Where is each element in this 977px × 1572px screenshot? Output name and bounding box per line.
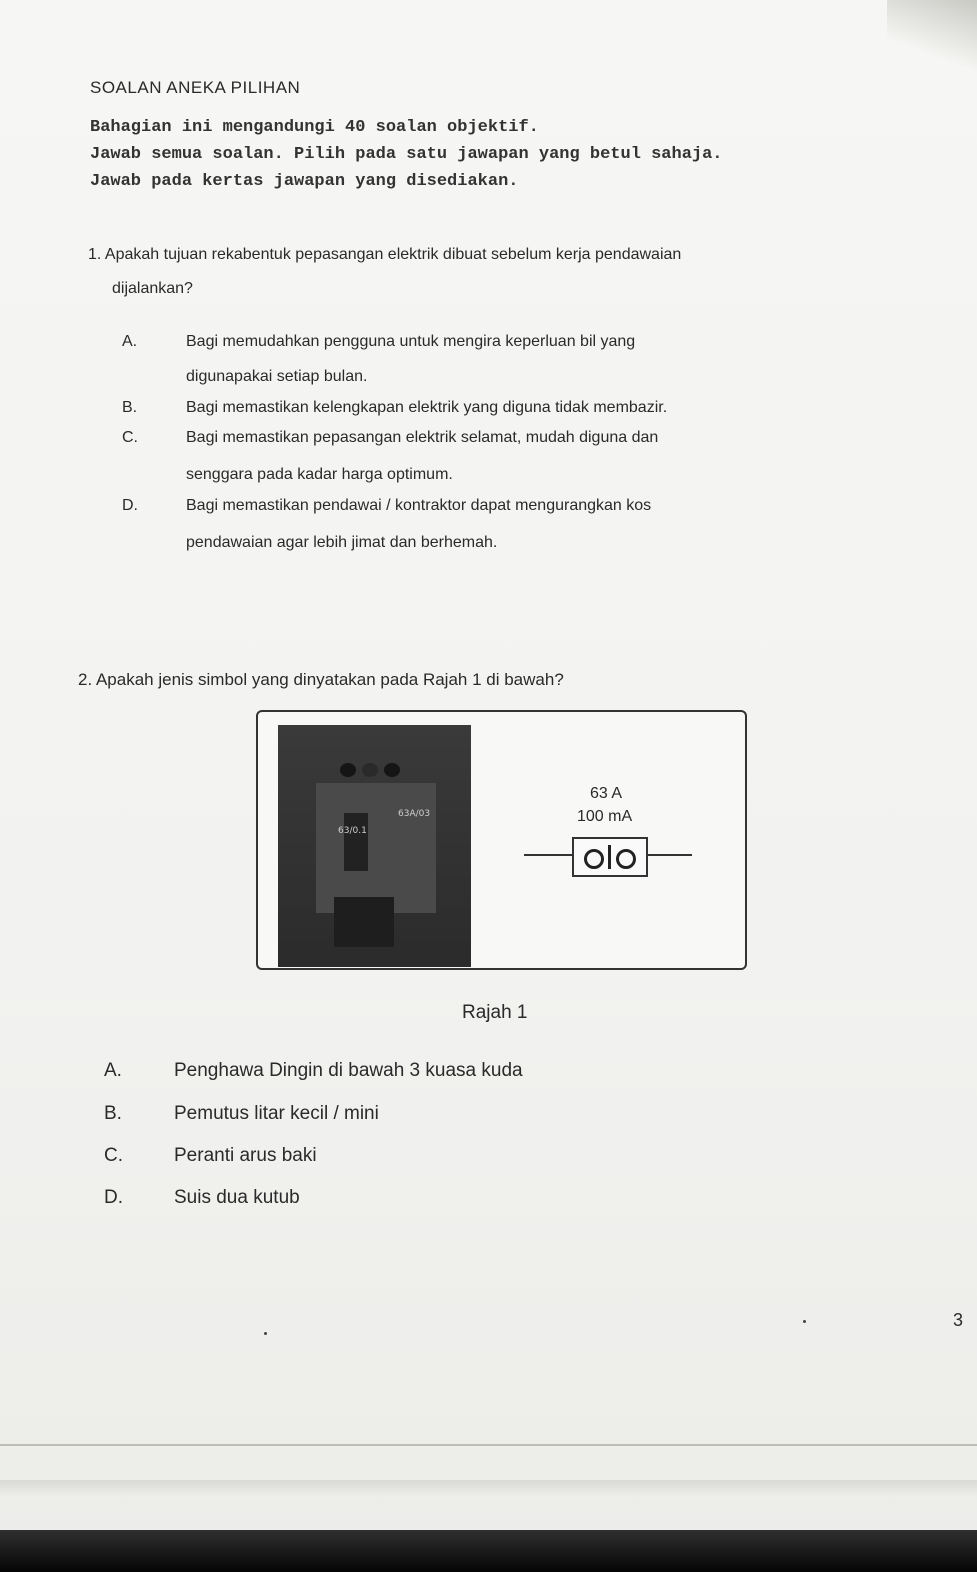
instruction-line-1: Bahagian ini mengandungi 40 soalan objektif.: [90, 118, 539, 137]
q2-option-b-letter: B.: [104, 1103, 122, 1124]
rating-current-label: 63 A: [590, 785, 623, 802]
paper-speck: [264, 1332, 267, 1335]
q1-option-a-letter: A.: [122, 333, 138, 350]
symbol-wire-right: [646, 854, 692, 856]
paper-corner-shadow: [887, 0, 977, 70]
page-number: 3: [953, 1310, 964, 1330]
q1-option-b-text-1: Bagi memastikan kelengkapan elektrik yang diguna tidak membazir.: [186, 399, 668, 416]
rccb-symbol-box: [572, 837, 648, 877]
q2-option-d-text: Suis dua kutub: [174, 1187, 300, 1208]
rating-sensitivity-label: 100 mA: [577, 808, 633, 825]
photo-label-2: 63/0.1: [338, 826, 367, 836]
contact-separator-icon: [608, 845, 611, 869]
q1-option-d-letter: D.: [122, 497, 138, 514]
q2-stem: 2. Apakah jenis simbol yang dinyatakan pada Rajah 1 di bawah?: [78, 670, 564, 689]
q1-option-d-text-1: Bagi memastikan pendawai / kontraktor dapat mengurangkan kos: [186, 497, 652, 514]
indicator-dots: [340, 763, 400, 777]
paper-bottom-edge: [0, 1444, 977, 1446]
q2-option-d-letter: D.: [104, 1187, 123, 1208]
contact-circle-left-icon: [584, 849, 604, 869]
figure-caption: Rajah 1: [462, 1002, 528, 1023]
q1-option-a-text-2: digunapakai setiap bulan.: [186, 368, 368, 385]
section-title: SOALAN ANEKA PILIHAN: [90, 78, 301, 97]
symbol-wire-left: [524, 854, 572, 856]
photo-label-1: 63A/03: [398, 809, 431, 819]
q1-option-c-text-1: Bagi memastikan pepasangan elektrik selamat, mudah diguna dan: [186, 429, 659, 446]
device-toggle-handle: [344, 813, 368, 871]
instruction-line-3: Jawab pada kertas jawapan yang disediakan.: [90, 172, 519, 191]
q1-option-d-text-2: pendawaian agar lebih jimat dan berhemah.: [186, 534, 498, 551]
paper-speck: [803, 1320, 806, 1323]
rccb-device-photo: [278, 725, 471, 967]
q1-option-a-text-1: Bagi memudahkan pengguna untuk mengira keperluan bil yang: [186, 333, 636, 350]
dark-surface: [0, 1530, 977, 1572]
q1-option-c-text-2: senggara pada kadar harga optimum.: [186, 466, 453, 483]
q1-stem-line-2: dijalankan?: [112, 280, 193, 297]
q2-option-a-letter: A.: [104, 1060, 122, 1081]
contact-circle-right-icon: [616, 849, 636, 869]
q1-option-c-letter: C.: [122, 429, 138, 446]
q2-option-a-text: Penghawa Dingin di bawah 3 kuasa kuda: [174, 1060, 523, 1081]
q2-option-c-letter: C.: [104, 1145, 123, 1166]
q1-option-b-letter: B.: [122, 399, 138, 416]
device-base: [334, 897, 394, 947]
q1-stem-line-1: 1. Apakah tujuan rekabentuk pepasangan elektrik dibuat sebelum kerja pendawaian: [88, 246, 682, 263]
q2-option-c-text: Peranti arus baki: [174, 1145, 317, 1166]
underlying-sheet: [0, 1480, 977, 1498]
device-front-panel: [316, 783, 436, 913]
instruction-line-2: Jawab semua soalan. Pilih pada satu jawapan yang betul sahaja.: [90, 145, 723, 164]
q2-option-b-text: Pemutus litar kecil / mini: [174, 1103, 379, 1124]
